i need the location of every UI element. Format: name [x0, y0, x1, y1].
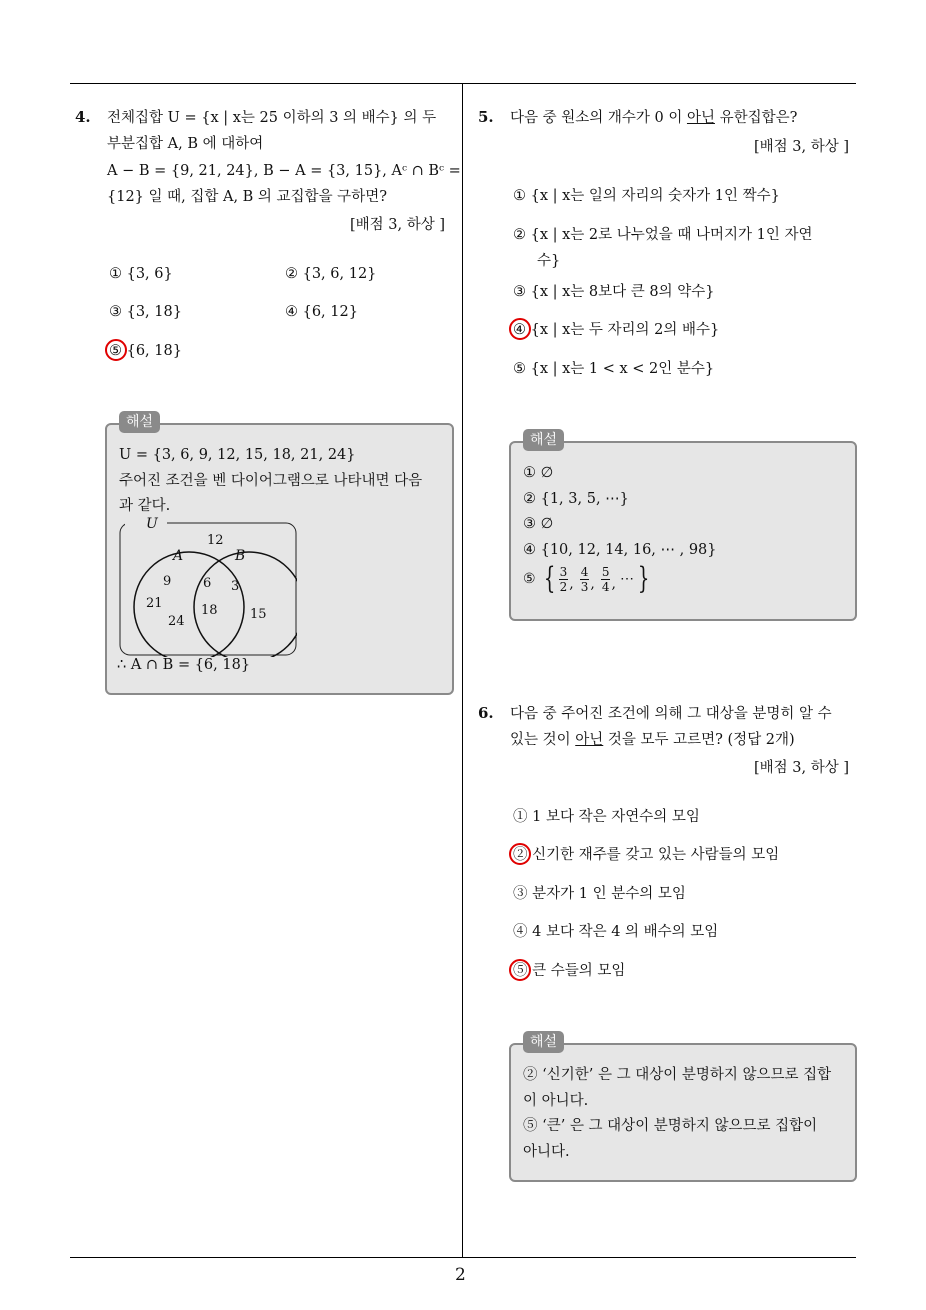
explanation-tag: 해설: [523, 1031, 564, 1053]
explanation-line: ③ ∅: [523, 516, 554, 532]
question-text-underlined: 아닌: [686, 110, 715, 126]
venn-both-value: 18: [201, 603, 218, 618]
venn-a-only-value: 9: [163, 574, 172, 589]
choice-1[interactable]: ① {3, 6}: [109, 266, 173, 282]
denominator: 2: [559, 579, 568, 594]
explanation-line: ② ‘신기한’ 은 그 대상이 분명하지 않으므로 집합: [523, 1067, 832, 1083]
page-number: 2: [455, 1265, 466, 1285]
question-text-line: [510, 730, 795, 750]
choice-4[interactable]: ④ {x | x는 두 자리의 2의 배수}: [513, 322, 720, 338]
choice-4[interactable]: ④ {6, 12}: [285, 304, 358, 320]
question-text-line: 다음 중 주어진 조건에 의해 그 대상을 분명히 알 수: [510, 706, 832, 722]
ellipsis: ⋯: [619, 571, 634, 587]
question-number: 6.: [478, 704, 494, 722]
venn-both-value: 6: [203, 576, 212, 591]
question-text-part: 것을 모두 고르면? (정답 2개): [603, 732, 795, 748]
explanation-tag: 해설: [523, 429, 564, 451]
question-text-underlined: 아닌: [575, 732, 604, 748]
question-text-part: 유한집합은?: [714, 110, 798, 126]
explanation-line: U = {3, 6, 9, 12, 15, 18, 21, 24}: [119, 447, 356, 463]
choice-5[interactable]: ⑤ 큰 수들의 모임: [513, 963, 626, 979]
venn-a-only-value: 21: [146, 596, 163, 611]
question-number: 5.: [478, 108, 494, 126]
explanation-line: ⑤ ‘큰’ 은 그 대상이 분명하지 않으므로 집합이: [523, 1118, 818, 1134]
numerator: 5: [601, 564, 610, 579]
question-text-line: 부분집합 A, B 에 대하여: [107, 136, 264, 152]
numerator: 3: [559, 564, 568, 579]
explanation-line: 이 아니다.: [523, 1093, 589, 1109]
right-brace: }: [637, 561, 650, 596]
numerator: 4: [580, 564, 589, 579]
question-text-part: 다음 중 원소의 개수가 0 이: [510, 110, 687, 126]
venn-set-a-label: A: [173, 548, 184, 564]
explanation-line: 아니다.: [523, 1144, 570, 1160]
fraction: [580, 565, 590, 594]
choice-1[interactable]: ① {x | x는 일의 자리의 숫자가 1인 짝수}: [513, 188, 780, 204]
question-text-part: 있는 것이: [510, 732, 576, 748]
venn-universe-label: U: [146, 517, 158, 532]
choice-5[interactable]: ⑤ {6, 18}: [109, 343, 182, 359]
question-number: 4.: [75, 108, 91, 126]
explanation-box: [509, 441, 857, 621]
answer-circle-mark: [509, 318, 531, 340]
explanation-line: 과 같다.: [119, 498, 171, 514]
fraction: [559, 565, 569, 594]
venn-set-b-label: B: [235, 548, 246, 564]
choice-4[interactable]: ④ 4 보다 작은 4 의 배수의 모임: [513, 924, 719, 940]
separator: ,: [611, 576, 616, 592]
venn-b-only-value: 15: [250, 607, 267, 622]
explanation-line: ① ∅: [523, 465, 554, 481]
top-rule: [70, 83, 856, 84]
explanation-line: 주어진 조건을 벤 다이어그램으로 나타내면 다음: [119, 473, 423, 489]
separator: ,: [569, 576, 574, 592]
choice-2[interactable]: ② {3, 6, 12}: [285, 266, 377, 282]
venn-diagram: [117, 517, 297, 657]
choice-3[interactable]: ③ 분자가 1 인 분수의 모임: [513, 886, 686, 902]
explanation-line: ② {1, 3, 5, ⋯}: [523, 491, 629, 507]
choice-2-continued: 수}: [537, 253, 561, 269]
choice-2[interactable]: ② {x | x는 2로 나누었을 때 나머지가 1인 자연: [513, 227, 813, 243]
denominator: 3: [580, 579, 589, 594]
choice-2[interactable]: ② 신기한 재주를 갖고 있는 사람들의 모임: [513, 847, 780, 863]
choice-3[interactable]: ③ {3, 18}: [109, 304, 182, 320]
explanation-line: ④ {10, 12, 14, 16, ⋯ , 98}: [523, 542, 717, 558]
explanation-box: [509, 1043, 857, 1182]
score-label: [배점 3, 하상 ]: [350, 217, 446, 233]
question-text-line: {12} 일 때, 집합 A, B 의 교집합을 구하면?: [107, 189, 387, 205]
denominator: 4: [601, 579, 610, 594]
venn-outside-value: 12: [207, 533, 224, 548]
question-text-line: A − B = {9, 21, 24}, B − A = {3, 15}, Aᶜ ∩ Bᶜ =: [107, 163, 461, 179]
venn-b-only-value: 3: [231, 579, 240, 594]
fraction: [601, 565, 611, 594]
explanation-box: [105, 423, 454, 695]
score-label: [배점 3, 하상 ]: [754, 139, 850, 155]
venn-a-only-value: 24: [168, 614, 185, 629]
answer-circle-mark: [105, 339, 127, 361]
score-label: [배점 3, 하상 ]: [754, 760, 850, 776]
separator: ,: [590, 576, 595, 592]
column-divider: [462, 83, 463, 1258]
question-text-line: 전체집합 U = {x | x는 25 이하의 3 의 배수} 의 두: [107, 110, 437, 126]
choice-marker: ⑤: [523, 571, 536, 587]
answer-circle-mark: [509, 843, 531, 865]
left-brace: {: [543, 561, 555, 596]
choice-1[interactable]: ① 1 보다 작은 자연수의 모임: [513, 809, 700, 825]
question-text: [510, 108, 797, 128]
bottom-rule: [70, 1257, 856, 1258]
choice-3[interactable]: ③ {x | x는 8보다 큰 8의 약수}: [513, 284, 715, 300]
explanation-fraction-line: [523, 559, 653, 599]
explanation-tag: 해설: [119, 411, 160, 433]
choice-5[interactable]: ⑤ {x | x는 1 < x < 2인 분수}: [513, 361, 715, 377]
explanation-conclusion: ∴ A ∩ B = {6, 18}: [117, 657, 251, 673]
answer-circle-mark: [509, 959, 531, 981]
